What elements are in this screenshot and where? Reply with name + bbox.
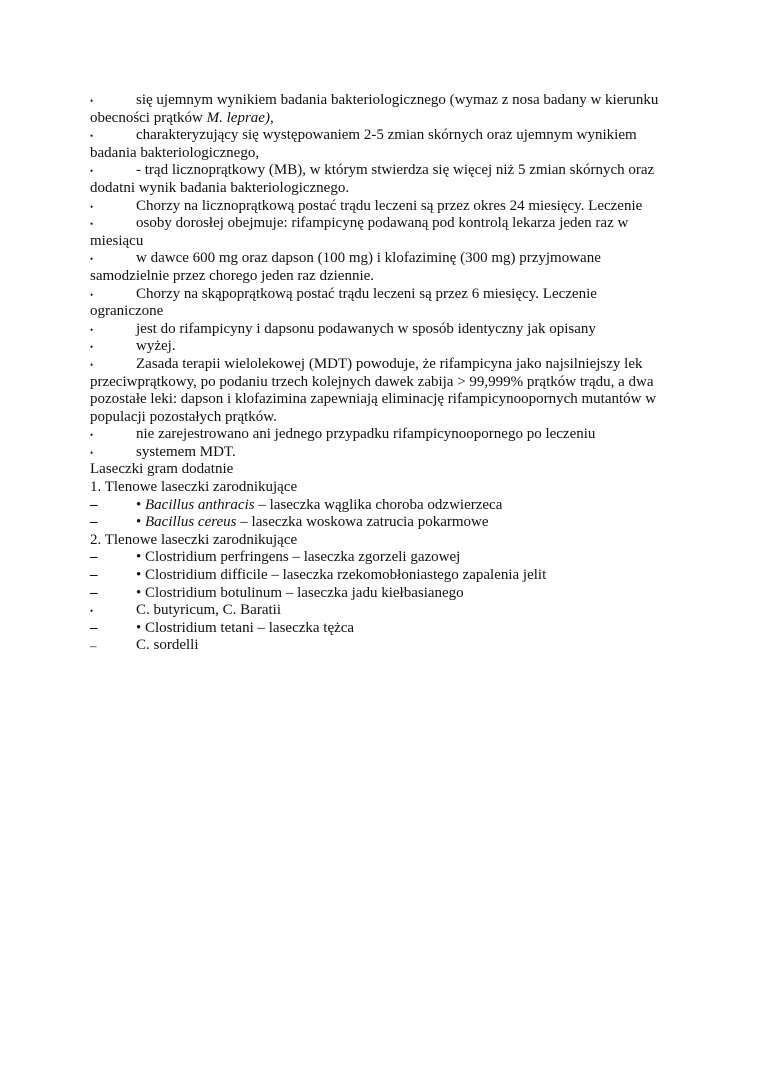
italic-text: Bacillus anthracis [145,496,255,513]
list-item [90,567,672,585]
italic-text: M. leprae), [206,109,274,126]
text-segment: • Clostridium difficile – laseczka rzekomobłoniastego zapalenia jelit [136,567,547,584]
list-item [90,497,672,515]
text-segment: – laseczka woskowa zatrucia pokarmowe [236,514,489,531]
list-item-text [90,356,656,425]
bullet-marker: • [90,96,94,106]
text-segment: się ujemnym wynikiem badania bakteriologicznego (wymaz z nosa badany w kierunku obecności prątków [90,92,659,126]
list-item [90,162,672,197]
text-segment: 2. Tlenowe laseczki zarodnikujące [90,531,298,548]
list-item-text [90,532,297,548]
list-item-text [90,250,601,284]
list-item [90,215,672,250]
text-segment: Chorzy na licznoprątkową postać trądu leczeni są przez okres 24 miesięcy. Leczenie [136,197,643,214]
text-segment: 1. Tlenowe laseczki zarodnikujące [90,479,298,496]
list-item [90,338,672,356]
list-item-text [136,497,502,513]
list-item-text [136,426,595,442]
dash-marker: – [90,619,98,636]
list-item [90,286,672,321]
list-item [90,250,672,285]
list-item [90,602,672,620]
dash-marker: – [90,514,98,531]
bullet-marker: • [90,289,94,300]
text-segment: • [136,514,146,531]
list-item-text [90,461,233,477]
list-item-text [90,162,654,196]
bullet-marker: • [90,606,94,617]
list-item [90,444,672,462]
bullet-marker: • [90,359,94,370]
bullet-marker: • [90,430,94,441]
list-item-text [136,198,642,214]
text-segment: • Clostridium tetani – laseczka tężca [136,619,355,636]
list-item-text [136,602,281,618]
text-segment: w dawce 600 mg oraz dapson (100 mg) i klofaziminę (300 mg) przyjmowane samodzielnie przez chorego jeden raz dziennie. [90,250,601,284]
text-segment: • [136,496,146,513]
bullet-marker: • [90,219,94,230]
list-item-text [136,444,236,460]
list-item-text [136,567,546,583]
text-segment: osoby dorosłej obejmuje: rifampicynę podawaną pod kontrolą lekarza jeden raz w miesiącu [90,215,629,249]
list-item-text [136,338,176,354]
bullet-marker: • [90,447,94,458]
list-item [90,321,672,339]
list-item [90,620,672,638]
text-segment: Laseczki gram dodatnie [90,461,234,478]
dash-marker: – [90,549,98,566]
text-segment: C. sordelli [136,637,199,654]
text-segment: Zasada terapii wielolekowej (MDT) powoduje, że rifampicyna jako najsilniejszy lek przeciwprątkowy, po podaniu trzech kolejnych dawek zabija > 99,999% prątków trądu, a dwa pozostałe leki: dapson i klofazimina zapewniają eliminację rifampicynoopornych mutantów w populacji pozostałych prątków. [90,355,657,425]
list-item-text [90,286,597,320]
list-item-text [136,514,489,530]
text-segment: – laseczka wąglika choroba odzwierzeca [254,496,503,513]
dash-marker: – [90,567,98,584]
list-item-text [90,127,637,161]
list-item [90,426,672,444]
bullet-marker: • [90,324,94,335]
text-segment: wyżej. [136,338,176,355]
bullet-marker: • [90,201,94,212]
list-item [90,127,672,162]
list-item [90,549,672,567]
bullet-marker: • [90,254,94,265]
list-item-text [90,215,628,249]
text-segment: - trąd licznoprątkowy (MB), w którym stwierdza się więcej niż 5 zmian skórnych oraz dodatni wynik badania bakteriologicznego. [90,162,655,196]
list-item-text [136,549,460,565]
list-item-text [136,321,596,337]
text-segment: • Clostridium perfringens – laseczka zgorzeli gazowej [136,549,461,566]
list-item-text [136,637,199,653]
list-item [90,92,672,127]
list-item [90,637,672,655]
list-item-text [136,620,354,636]
list-item [90,198,672,216]
list-item [90,514,672,532]
dash-marker: – [90,496,98,513]
bullet-marker: • [90,342,94,353]
list-item-text [90,92,658,126]
text-line [90,532,672,550]
text-segment: C. butyricum, C. Baratii [136,602,281,619]
text-line [90,479,672,497]
dash-marker: – [90,638,97,654]
text-segment: charakteryzujący się występowaniem 2-5 zmian skórnych oraz ujemnym wynikiem badania bakteriologicznego, [90,127,637,161]
text-segment: Chorzy na skąpoprątkową postać trądu leczeni są przez 6 miesięcy. Leczenie ograniczone [90,285,597,320]
list-item-text [90,479,297,495]
list-item-text [136,585,464,601]
dash-marker: – [90,584,98,601]
italic-text: Bacillus cereus [145,514,237,531]
text-segment: nie zarejestrowano ani jednego przypadku rifampicynoopornego po leczeniu [136,426,596,443]
text-segment: jest do rifampicyny i dapsonu podawanych w sposób identyczny jak opisany [136,320,596,337]
document-body [90,92,672,655]
text-line [90,461,672,479]
list-item [90,585,672,603]
list-item [90,356,672,426]
text-segment: • Clostridium botulinum – laseczka jadu kiełbasianego [136,584,464,601]
bullet-marker: • [90,166,94,177]
bullet-marker: • [90,131,94,142]
text-segment: systemem MDT. [136,443,236,460]
